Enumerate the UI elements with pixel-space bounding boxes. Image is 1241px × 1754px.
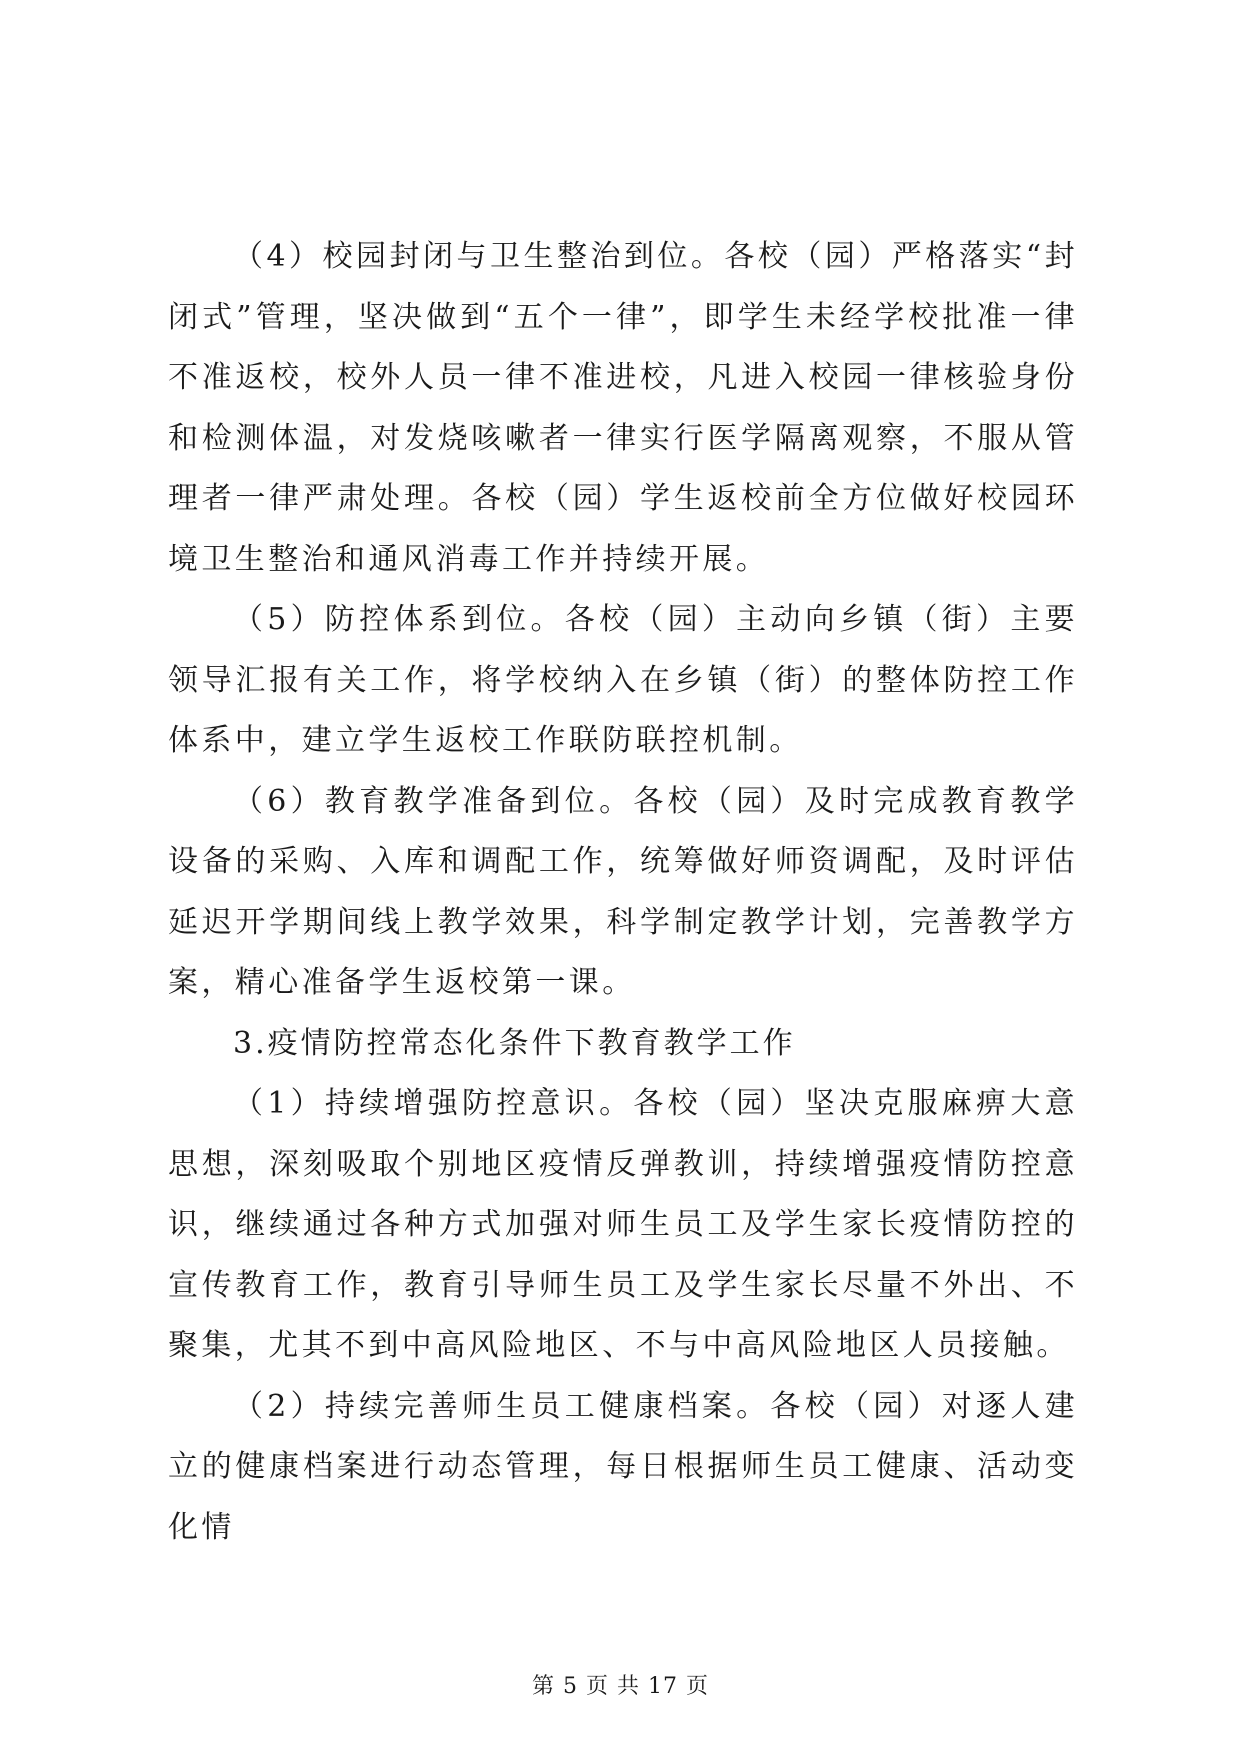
paragraph-1: （1）持续增强防控意识。各校（园）坚决克服麻痹大意思想，深刻吸取个别地区疫情反弹教训，持续增强疫情防控意识，继续通过各种方式加强对师生员工及学生家长疫情防控的宣传教育工作，教育引导师生员工及学生家长尽量不外出、不聚集，尤其不到中高风险地区、不与中高风险地区人员接触。 [168,1086,1078,1363]
paragraph-4: （4）校园封闭与卫生整治到位。各校（园）严格落实“封闭式”管理，坚决做到“五个一律”，即学生未经学校批准一律不准返校，校外人员一律不准进校，凡进入校园一律核验身份和检测体温，对发烧咳嗽者一律实行医学隔离观察，不服从管理者一律严肃处理。各校（园）学生返校前全方位做好校园环境卫生整治和通风消毒工作并持续开展。 [168,239,1078,577]
section-heading: 3.疫情防控常态化条件下教育教学工作 [233,1025,796,1061]
paragraph-5: （5）防控体系到位。各校（园）主动向乡镇（街）主要领导汇报有关工作，将学校纳入在乡镇（街）的整体防控工作体系中，建立学生返校工作联防联控机制。 [168,602,1078,758]
document-body [168,227,1078,1558]
page-number-footer: 第 5 页 共 17 页 [532,1674,709,1699]
paragraph-2: （2）持续完善师生员工健康档案。各校（园）对逐人建立的健康档案进行动态管理，每日根据师生员工健康、活动变化情 [168,1388,1078,1545]
paragraph-6: （6）教育教学准备到位。各校（园）及时完成教育教学设备的采购、入库和调配工作，统筹做好师资调配，及时评估延迟开学期间线上教学效果，科学制定教学计划，完善教学方案，精心准备学生返校第一课。 [168,783,1078,1000]
